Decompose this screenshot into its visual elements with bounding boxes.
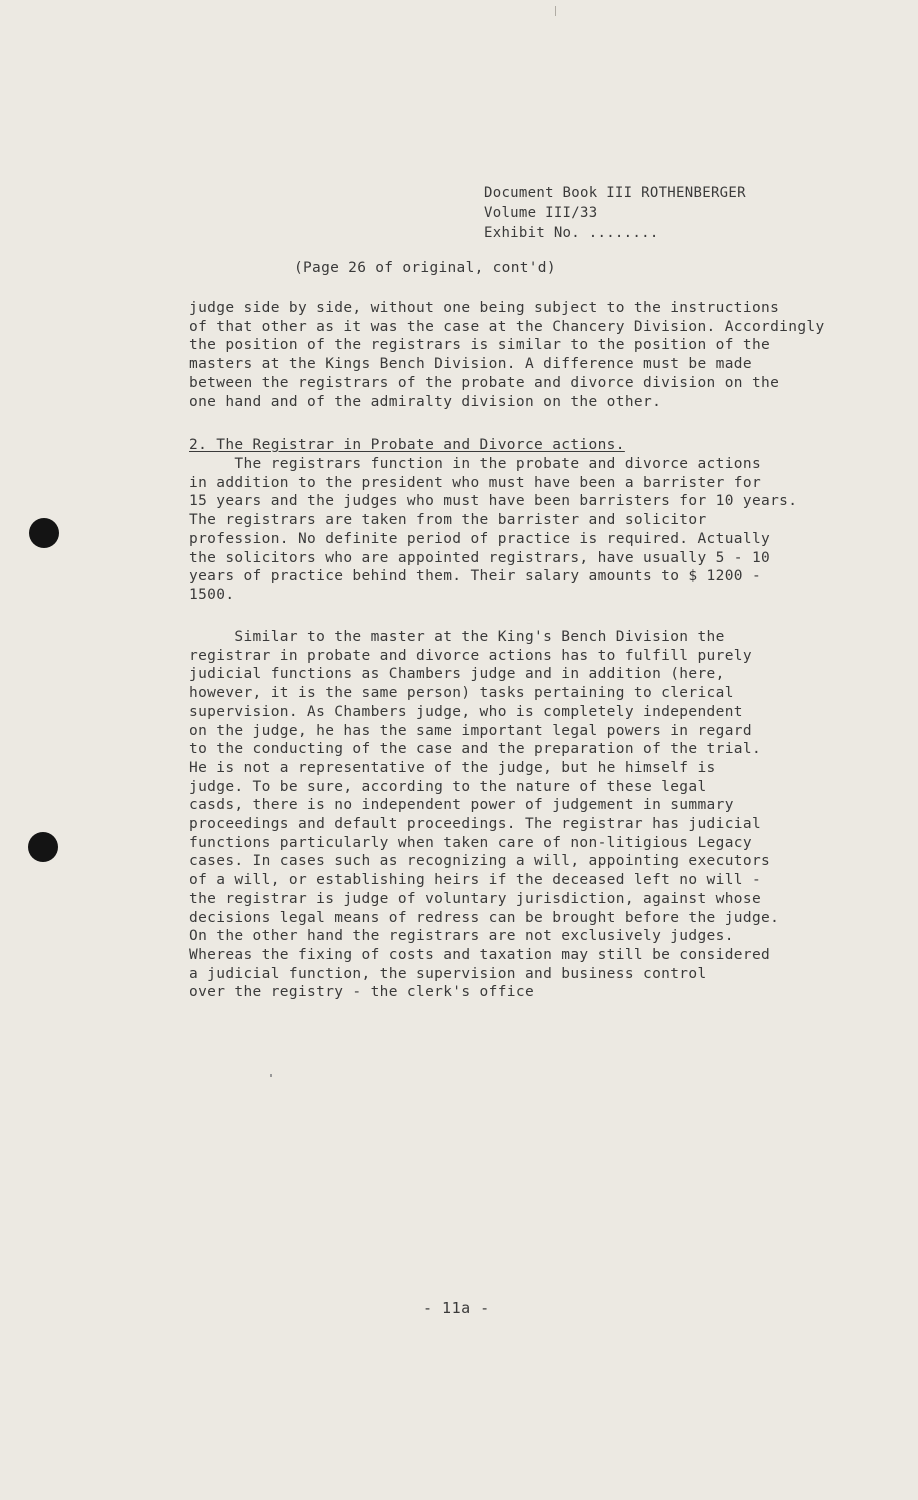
text-line: one hand and of the admiralty division on the other. xyxy=(189,393,662,410)
text-line: The registrars function in the probate and divorce actions xyxy=(189,456,762,472)
text-line: the position of the registrars is similar to the position of the xyxy=(189,337,771,354)
page-number: - 11a - xyxy=(423,1299,490,1317)
text-line: supervision. As Chambers judge, who is completely independent xyxy=(189,703,743,720)
text-line: of a will, or establishing heirs if the deceased left no will - xyxy=(189,872,762,889)
text-line: years of practice behind them. Their salary amounts to $ 1200 - xyxy=(189,568,762,585)
text-line: proceedings and default proceedings. The registrar has judicial xyxy=(189,816,762,833)
text-line: Whereas the fixing of costs and taxation may still be considered xyxy=(189,946,771,963)
text-line: between the registrars of the probate and divorce division on the xyxy=(189,374,780,391)
text-line: 1500. xyxy=(189,586,235,603)
text-line: profession. No definite period of practice is required. Actually xyxy=(189,530,771,547)
text-line: He is not a representative of the judge, but he himself is xyxy=(189,759,716,776)
text-line: judge side by side, without one being subject to the instructions xyxy=(189,300,780,316)
document-header xyxy=(484,183,746,243)
text-line: to the conducting of the case and the preparation of the trial. xyxy=(189,741,762,758)
paragraph-2 xyxy=(189,455,797,605)
text-line: on the judge, he has the same important legal powers in regard xyxy=(189,722,752,739)
text-line: a judicial function, the supervision and business control xyxy=(189,965,707,982)
text-line: however, it is the same person) tasks pertaining to clerical xyxy=(189,685,734,702)
text-line: judge. To be sure, according to the nature of these legal xyxy=(189,778,707,795)
section-heading: 2. The Registrar in Probate and Divorce actions. xyxy=(189,437,625,453)
text-line: functions particularly when taken care of non-litigious Legacy xyxy=(189,834,752,851)
paragraph-3 xyxy=(189,628,779,1002)
page-reference: (Page 26 of original, cont'd) xyxy=(294,260,556,276)
document-book-line: Document Book III ROTHENBERGER xyxy=(484,185,746,201)
paper-speck xyxy=(270,1074,272,1077)
text-line: the registrar is judge of voluntary jurisdiction, against whose xyxy=(189,890,762,907)
text-line: masters at the Kings Bench Division. A difference must be made xyxy=(189,356,752,373)
text-line: judicial functions as Chambers judge and in addition (here, xyxy=(189,666,725,683)
text-line: over the registry - the clerk's office xyxy=(189,984,535,1001)
punch-hole xyxy=(29,518,59,548)
text-line: registrar in probate and divorce actions has to fulfill purely xyxy=(189,647,752,664)
text-line: the solicitors who are appointed registrars, have usually 5 - 10 xyxy=(189,549,771,566)
text-line: 15 years and the judges who must have been barristers for 10 years. xyxy=(189,493,798,510)
text-line: casds, there is no independent power of judgement in summary xyxy=(189,797,734,814)
paper-mark xyxy=(555,6,556,16)
volume-line: Volume III/33 xyxy=(484,205,598,221)
text-line: decisions legal means of redress can be brought before the judge. xyxy=(189,909,780,926)
punch-hole xyxy=(28,832,58,862)
exhibit-line: Exhibit No. ........ xyxy=(484,225,659,241)
text-line: Similar to the master at the King's Bench Division the xyxy=(189,629,725,645)
text-line: The registrars are taken from the barrister and solicitor xyxy=(189,512,707,529)
text-line: cases. In cases such as recognizing a will, appointing executors xyxy=(189,853,771,870)
text-line: in addition to the president who must have been a barrister for xyxy=(189,474,762,491)
paragraph-1 xyxy=(189,299,825,411)
text-line: On the other hand the registrars are not exclusively judges. xyxy=(189,928,734,945)
text-line: of that other as it was the case at the Chancery Division. Accordingly xyxy=(189,318,825,335)
